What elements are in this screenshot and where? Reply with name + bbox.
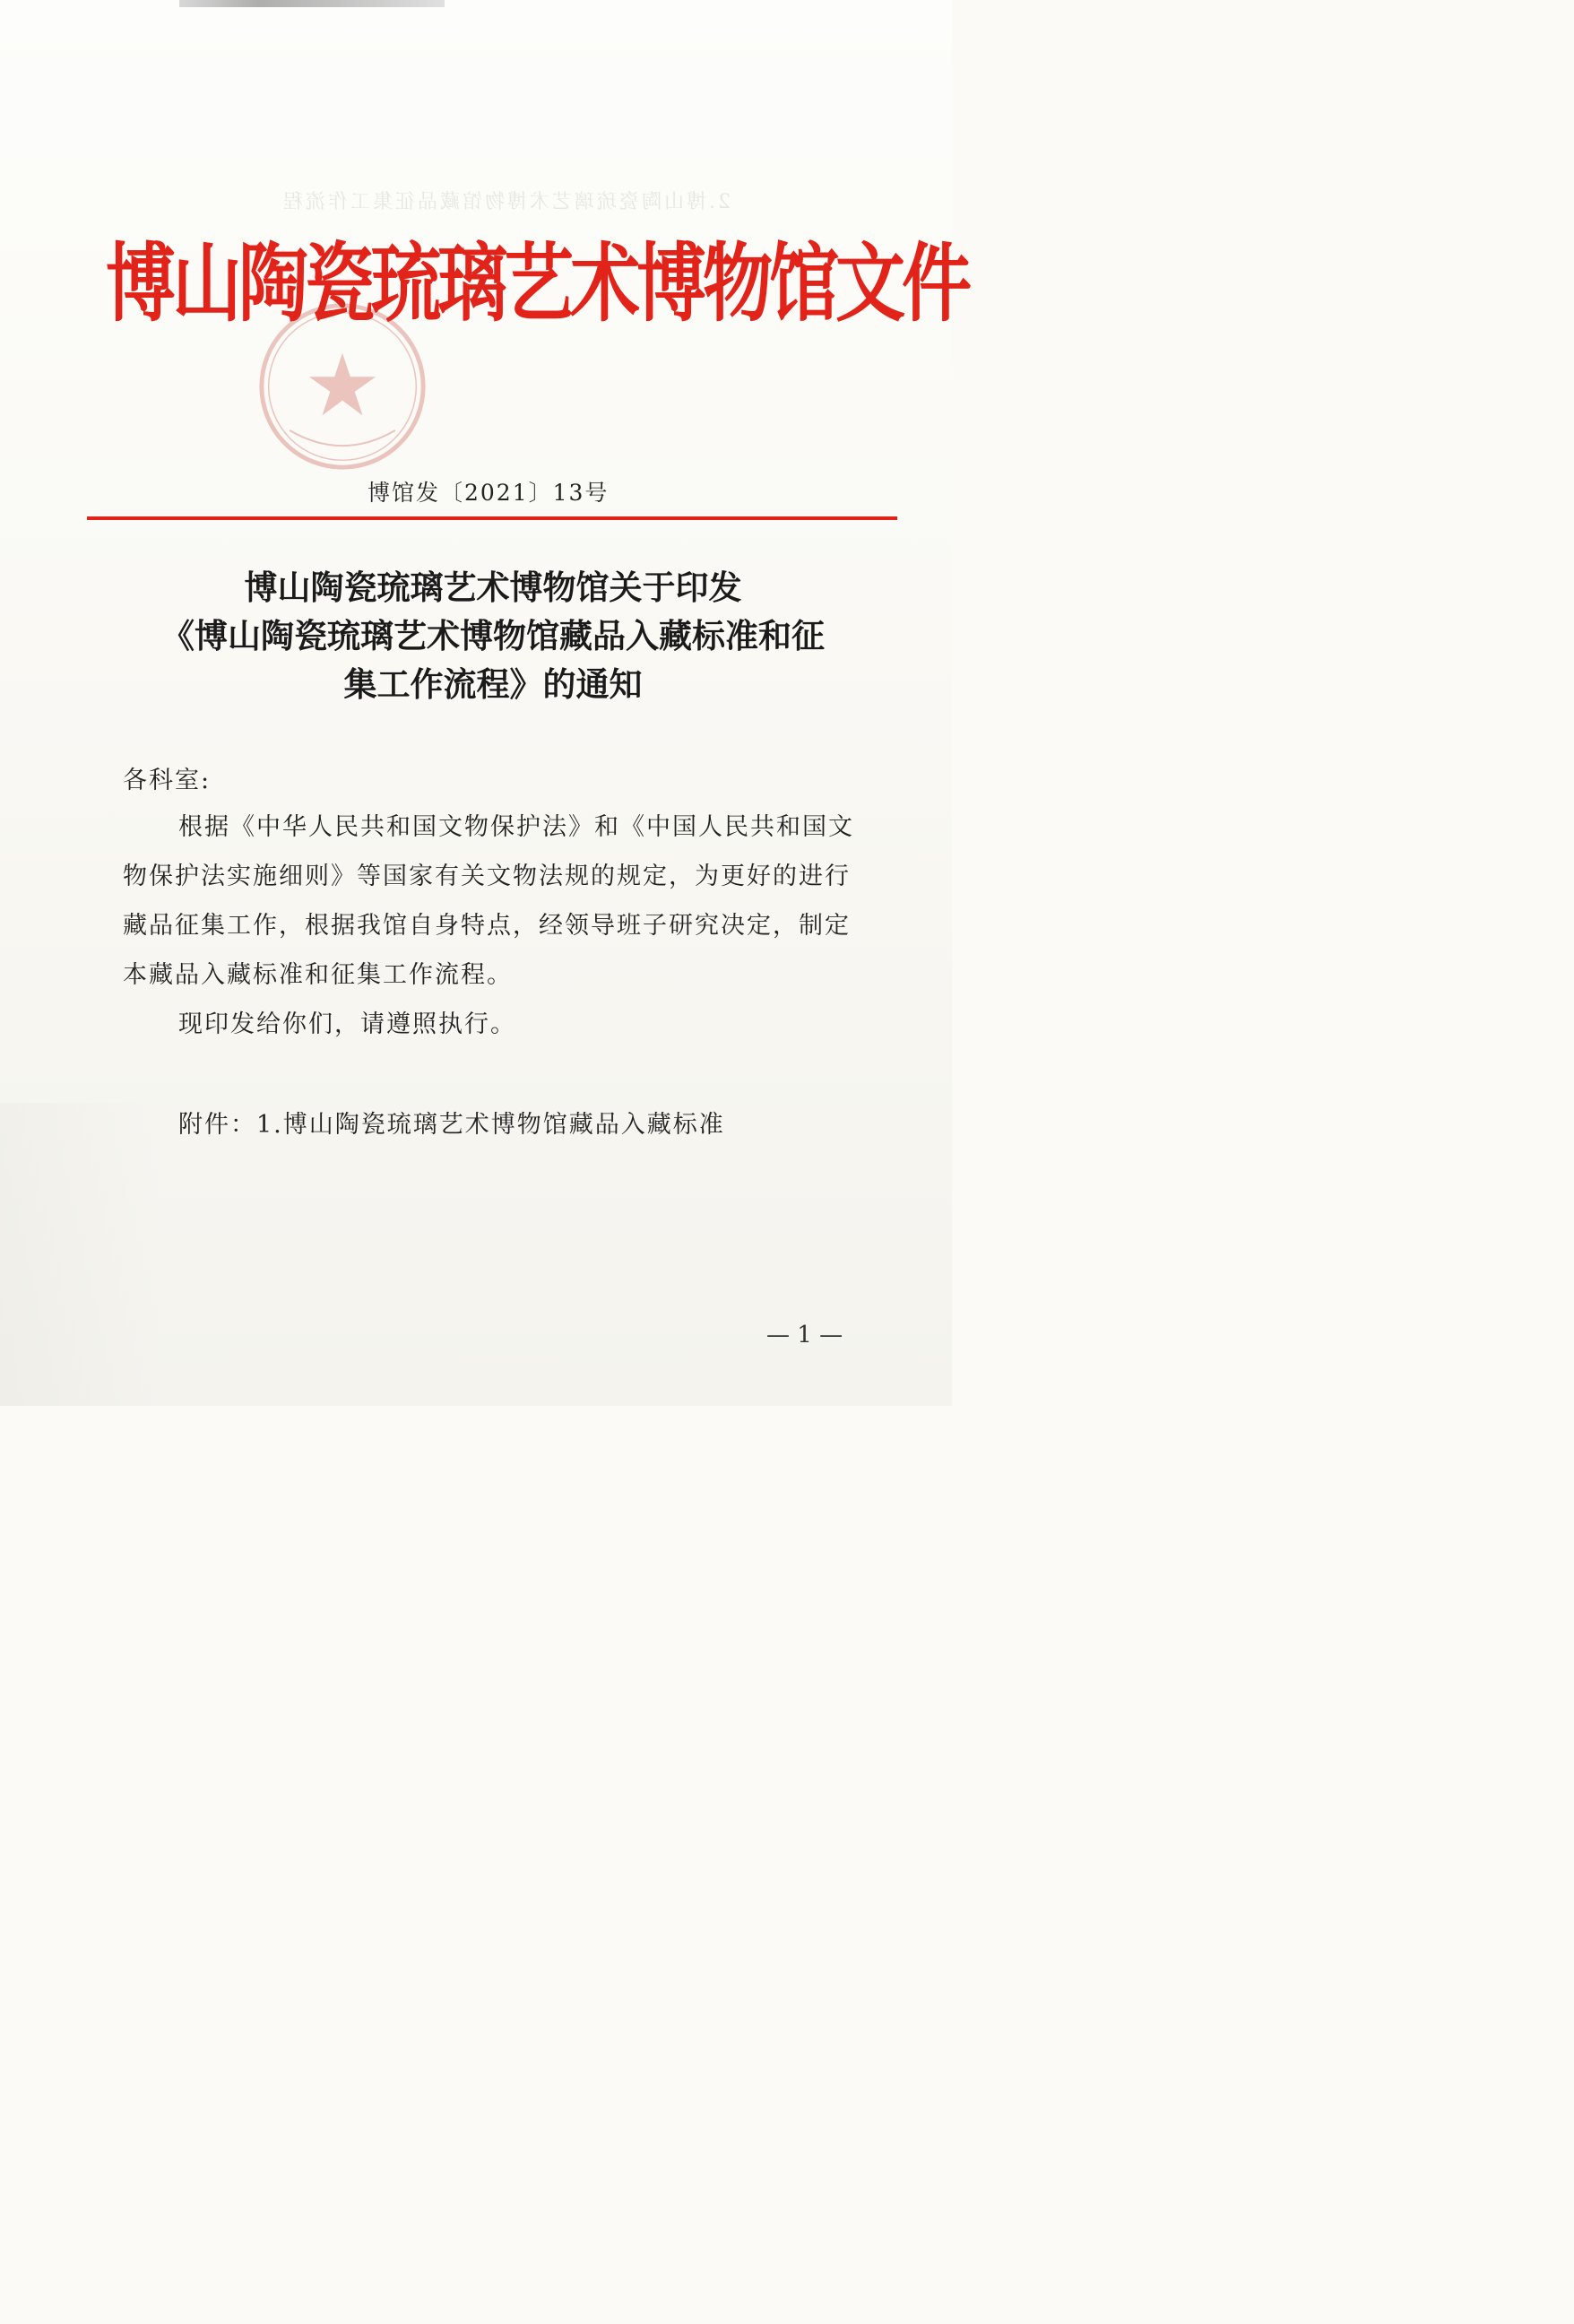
masthead-title: 博山陶瓷琉璃艺术博物馆文件 [106,235,969,334]
salutation: 各科室: [123,767,212,794]
notice-title-line-1: 博山陶瓷琉璃艺术博物馆关于印发 [244,568,742,607]
attachment-line: 附件：1.博山陶瓷琉璃艺术博物馆藏品入藏标准 [178,1111,725,1139]
notice-title [90,563,896,708]
document-page [0,0,969,1406]
notice-title-line-3: 集工作流程》的通知 [343,664,643,704]
paragraph-1-line-1: 根据《中华人民共和国文物保护法》和《中国人民共和国文 [178,813,854,841]
bleed-through-text: 2.博山陶瓷琉璃艺术博物馆藏品征集工作流程 [281,191,731,213]
scan-edge-artifact [179,0,445,7]
paragraph-2: 现印发给你们，请遵照执行。 [178,1010,516,1038]
paragraph-1-line-2: 物保护法实施细则》等国家有关文物法规的规定，为更好的进行 [123,863,851,890]
page-number: — 1 — [766,1322,843,1348]
paper-shadow [0,1103,161,1406]
red-separator-line [87,516,897,520]
paragraph-1-line-4: 本藏品入藏标准和征集工作流程。 [123,961,513,989]
document-number: 博馆发〔2021〕13号 [368,480,610,506]
notice-title-line-2: 《博山陶瓷琉璃艺术博物馆藏品入藏标准和征 [161,616,825,655]
official-seal-image [255,299,430,474]
paragraph-1-line-3: 藏品征集工作，根据我馆自身特点，经领导班子研究决定，制定 [123,912,851,940]
